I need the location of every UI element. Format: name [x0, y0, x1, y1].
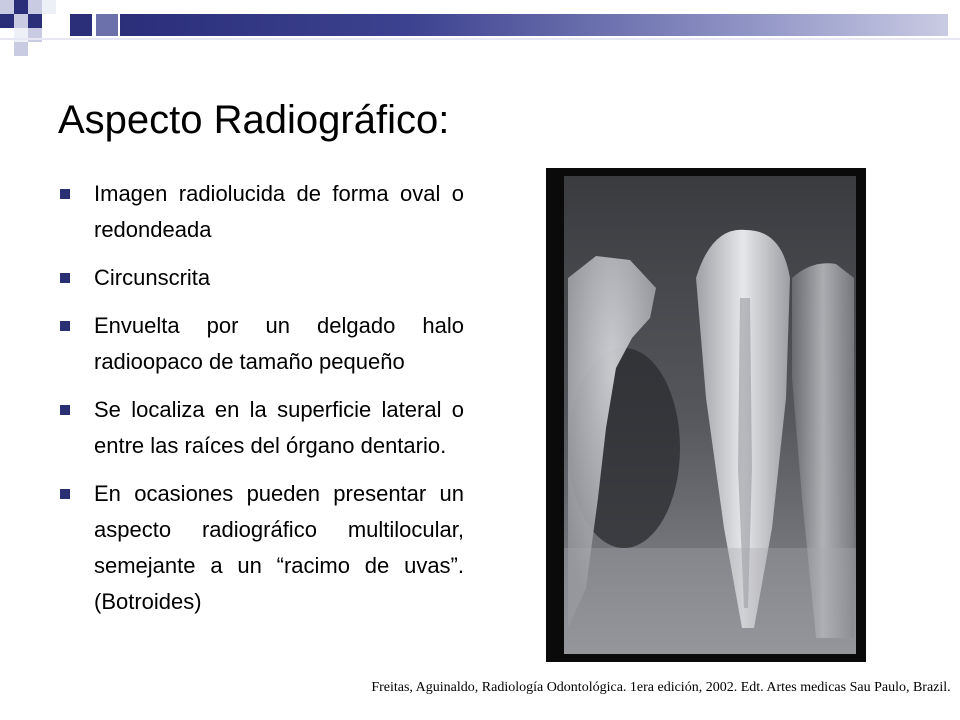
bullet-square-icon [60, 405, 70, 415]
image-citation: Freitas, Aguinaldo, Radiología Odontológica. 1era edición, 2002. Edt. Artes medicas Sau Paulo, Brazil. [371, 680, 951, 695]
bullet-item [58, 476, 464, 620]
bullet-square-icon [60, 489, 70, 499]
deco-square [96, 14, 118, 36]
deco-square [28, 0, 42, 14]
deco-square [14, 14, 28, 28]
radiograph-drawing [546, 168, 866, 662]
bullet-item [58, 260, 464, 296]
bullet-text: Imagen radiolucida de forma oval o redondeada [94, 181, 464, 242]
deco-square [42, 0, 56, 14]
radiograph-image [546, 168, 866, 662]
deco-square [28, 14, 42, 28]
bullet-square-icon [60, 273, 70, 283]
bullet-square-icon [60, 321, 70, 331]
deco-square [0, 0, 14, 14]
bullet-text: En ocasiones pueden presentar un aspecto radiográfico multilocular, semejante a un “racimo de uvas”. (Botroides) [94, 481, 464, 614]
bullet-item [58, 392, 464, 464]
deco-square [14, 42, 28, 56]
header-divider [0, 38, 960, 40]
deco-square [0, 14, 14, 28]
bullet-text: Circunscrita [94, 265, 211, 290]
bullet-item [58, 308, 464, 380]
bullet-item [58, 176, 464, 248]
bullet-text: Se localiza en la superficie lateral o entre las raíces del órgano dentario. [94, 397, 464, 458]
slide-title: Aspecto Radiográfico: [58, 98, 450, 142]
bullet-text: Envuelta por un delgado halo radioopaco de tamaño pequeño [94, 313, 464, 374]
deco-square [70, 14, 92, 36]
header-gradient-bar [120, 14, 948, 36]
bullet-list [58, 176, 464, 632]
bullet-square-icon [60, 189, 70, 199]
deco-square [14, 0, 28, 14]
